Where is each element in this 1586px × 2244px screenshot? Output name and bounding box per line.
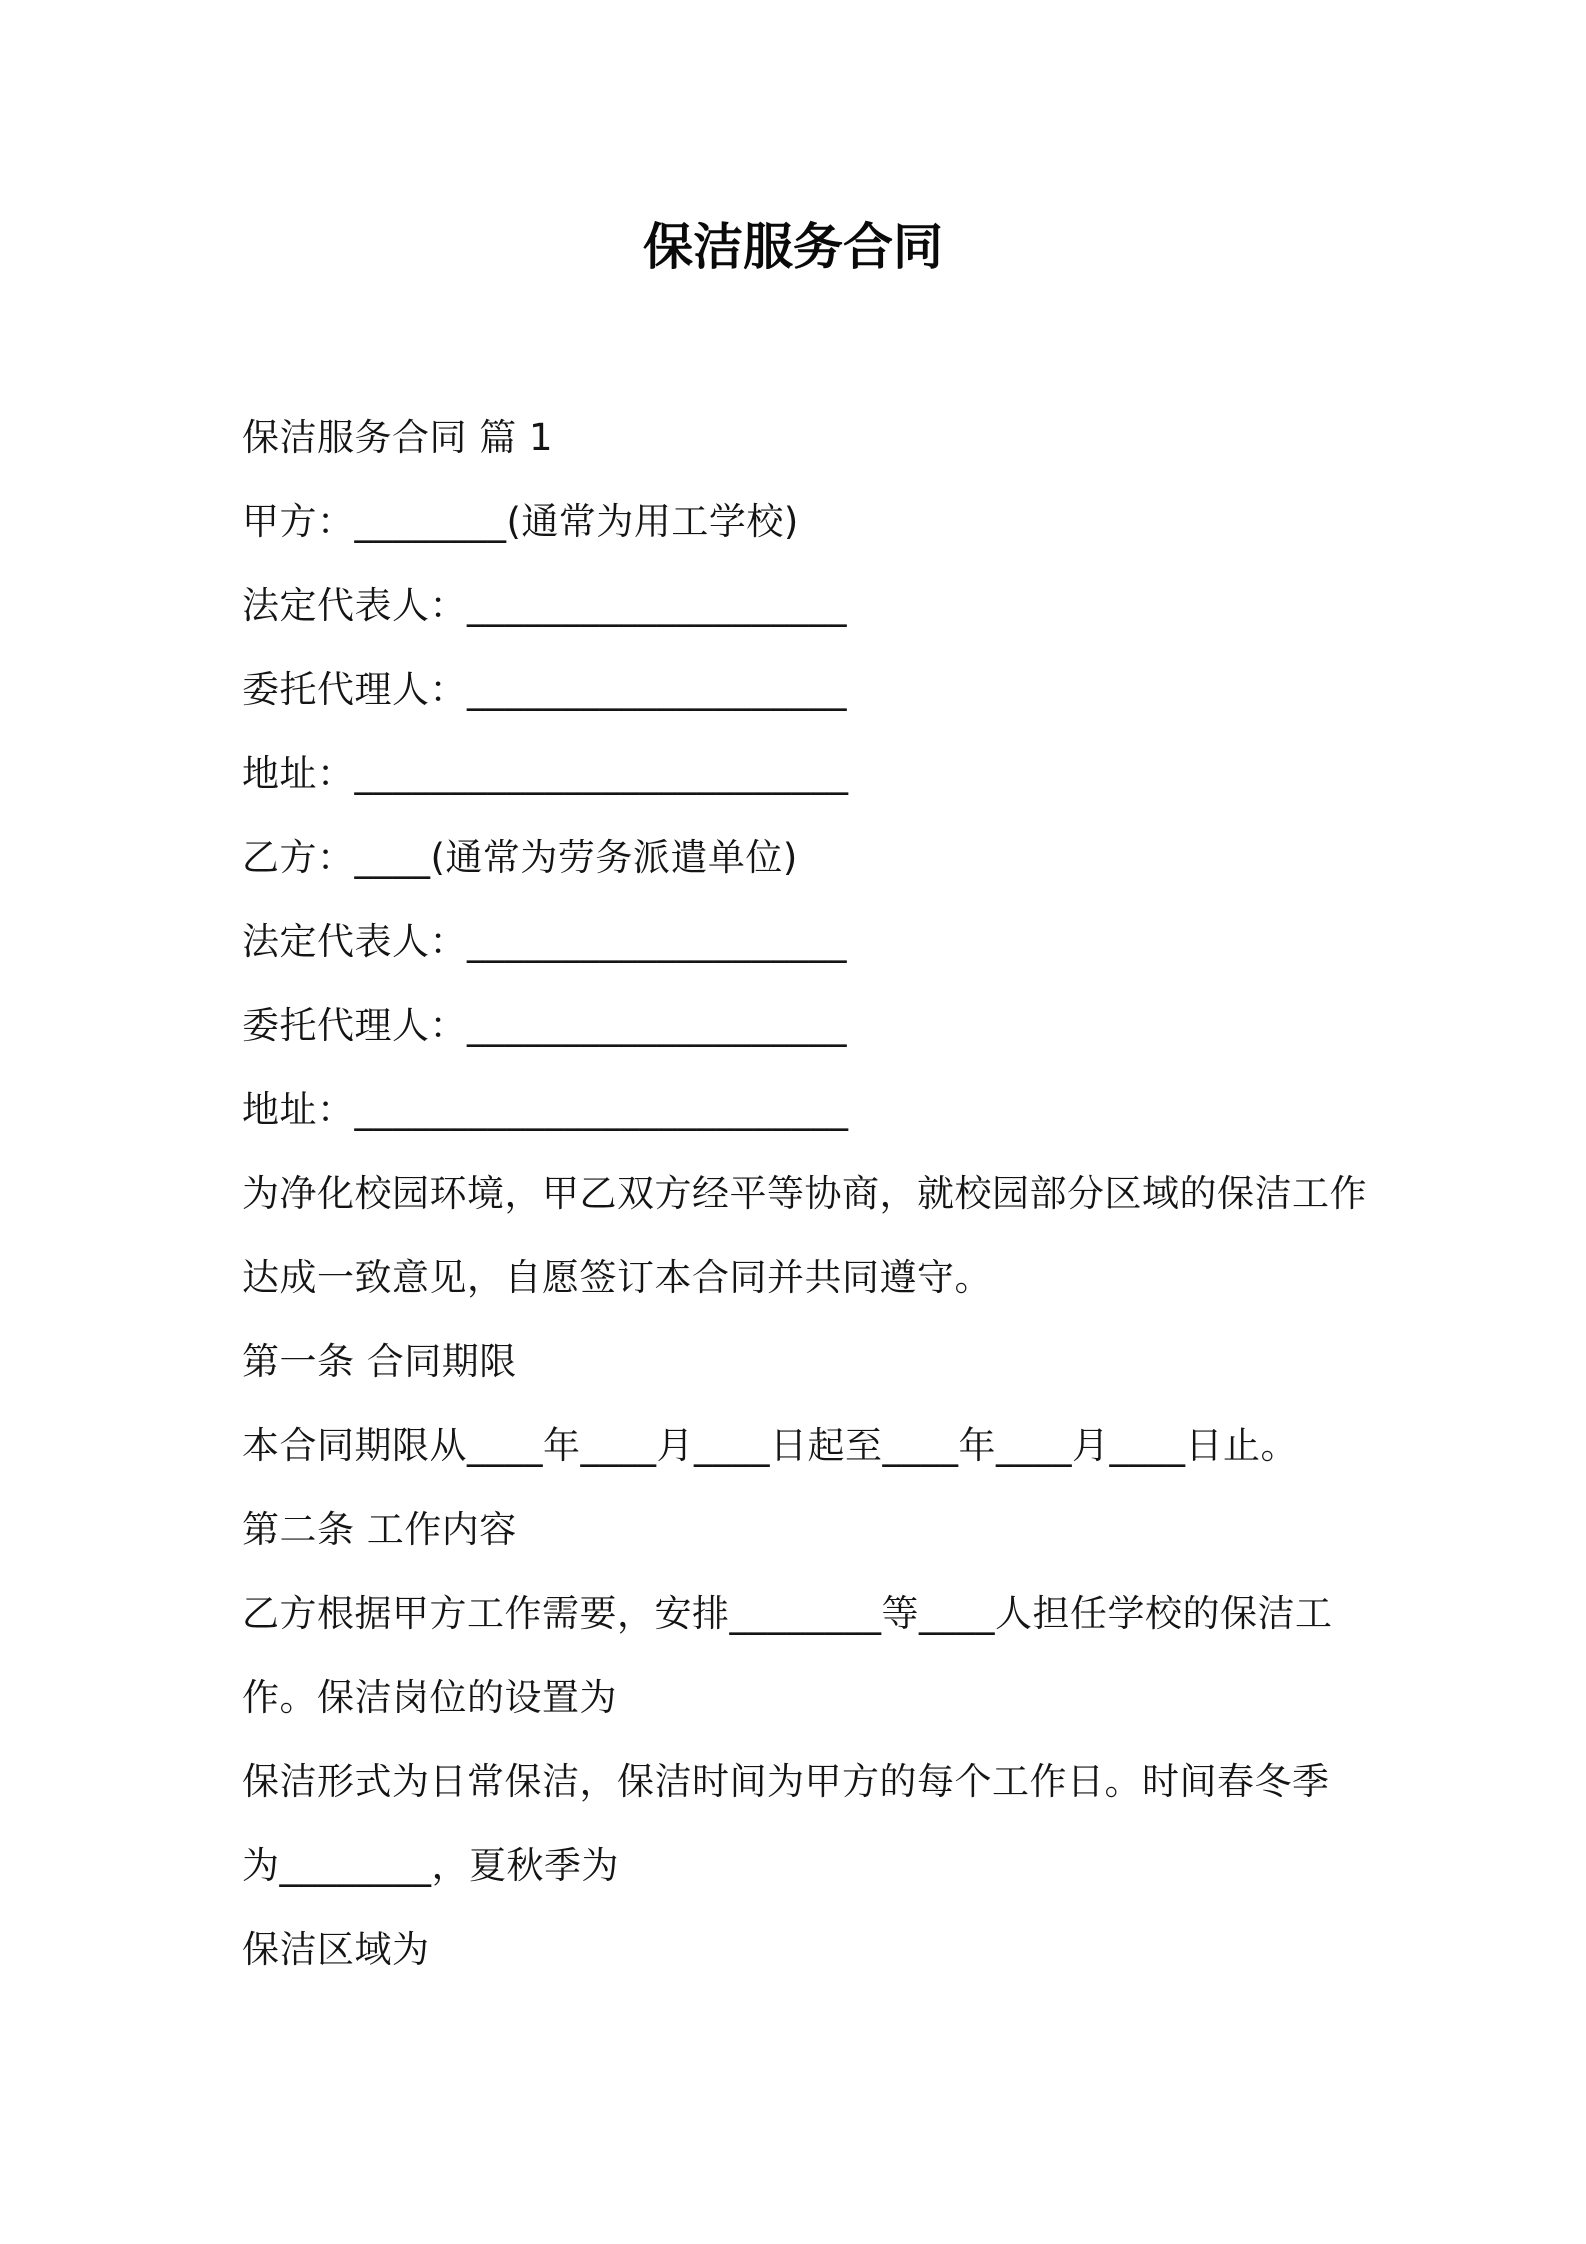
article-2-body-line-2: 作。保洁岗位的设置为	[242, 1676, 617, 1719]
article-2-body-line-3: 保洁形式为日常保洁，保洁时间为甲方的每个工作日。时间春冬季	[242, 1760, 1330, 1803]
preamble-line-2: 达成一致意见，自愿签订本合同并共同遵守。	[242, 1256, 992, 1299]
party-a-agent-line: 委托代理人：____________________	[242, 668, 847, 711]
preamble-line-1: 为净化校园环境，甲乙双方经平等协商，就校园部分区域的保洁工作	[242, 1172, 1367, 1215]
article-2-heading: 第二条 工作内容	[242, 1508, 517, 1551]
document-title: 保洁服务合同	[643, 218, 943, 276]
party-a-address-line: 地址：__________________________	[242, 752, 849, 795]
party-a-line: 甲方：________(通常为用工学校)	[242, 500, 799, 543]
article-2-body-line-4: 为________，夏秋季为	[242, 1844, 619, 1887]
party-b-address-line: 地址：__________________________	[242, 1088, 849, 1131]
article-1-body: 本合同期限从____年____月____日起至____年____月____日止。	[242, 1424, 1298, 1467]
section-heading: 保洁服务合同 篇 1	[242, 416, 554, 459]
article-2-body-line-5: 保洁区域为	[242, 1928, 430, 1971]
party-b-line: 乙方：____(通常为劳务派遣单位)	[242, 836, 798, 879]
article-2-body-line-1: 乙方根据甲方工作需要，安排________等____人担任学校的保洁工	[242, 1592, 1333, 1635]
party-b-agent-line: 委托代理人：____________________	[242, 1004, 847, 1047]
article-1-heading: 第一条 合同期限	[242, 1340, 517, 1383]
party-a-legal-rep-line: 法定代表人：____________________	[242, 584, 847, 627]
party-b-legal-rep-line: 法定代表人：____________________	[242, 920, 847, 963]
